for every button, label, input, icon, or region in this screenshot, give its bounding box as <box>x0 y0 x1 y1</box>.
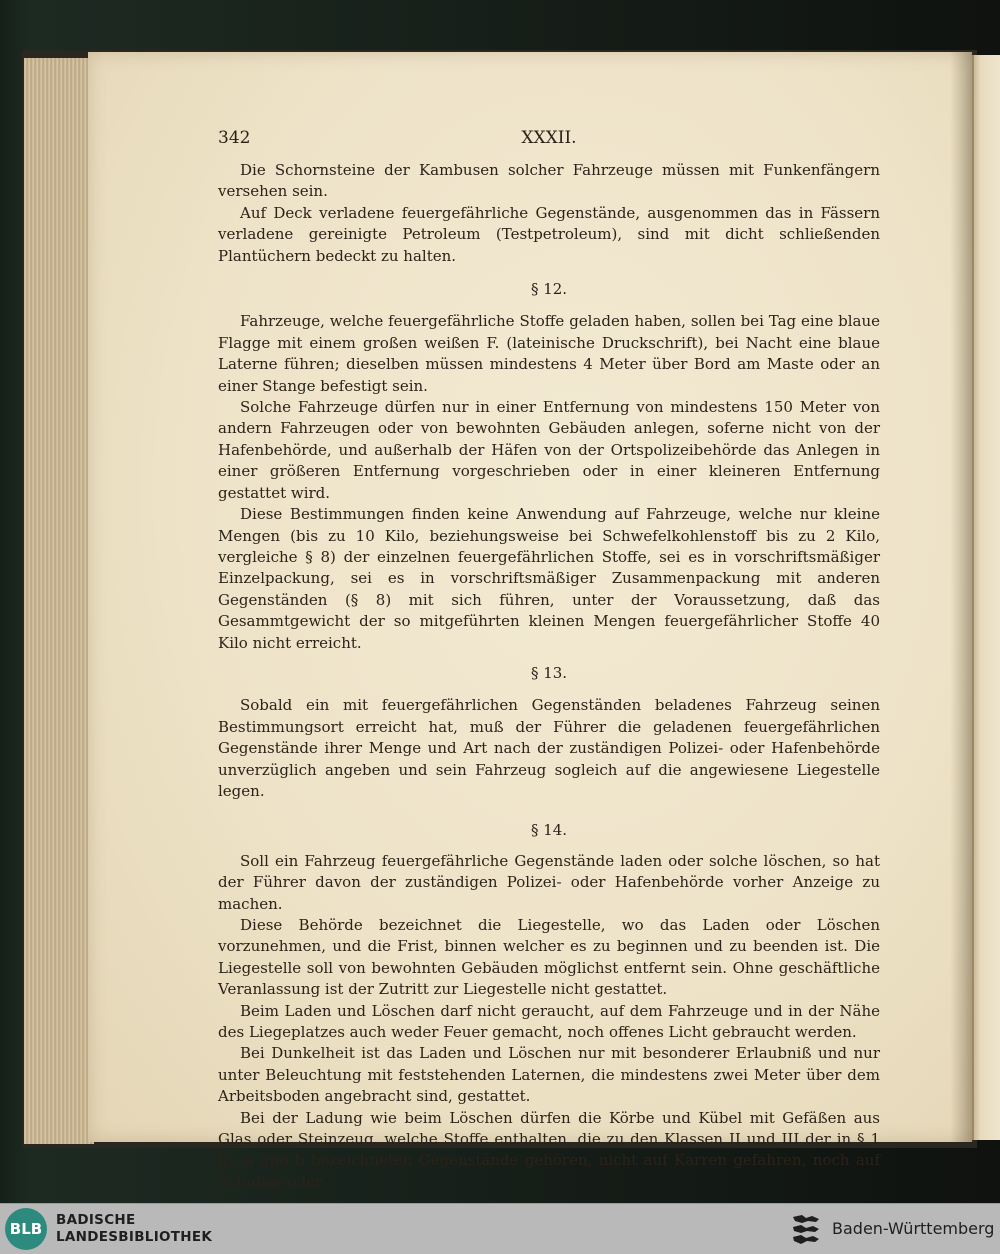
paragraph: Sobald ein mit feuergefährlichen Gegenständen beladenes Fahrzeug seinen Bestimmungsort erreicht hat, muß der Führer die geladenen feuergefährlichen Gegenstände ihrer Menge und Art nach der zuständigen Polizei- oder Hafenbehörde unverzüglich angeben und sein Fahrzeug sogleich auf die angewiesene Liegestelle legen. <box>218 696 880 800</box>
paragraph: Die Schornsteine der Kambusen solcher Fahrzeuge müssen mit Funkenfängern versehen sein. <box>218 161 880 201</box>
section-heading-14: § 14. <box>530 821 568 840</box>
paragraph: Diese Bestimmungen finden keine Anwendung auf Fahrzeuge, welche nur kleine Mengen (bis zu 10 Kilo, beziehungsweise bei Schwefelkohlenstoff bis zu 2 Kilo, vergleiche § 8) der einzelnen feuergefährlichen Stoffe, sei es in vorschriftsmäßiger Einzelpackung, sei es in vorschriftsmäßiger Zusammenpackung mit anderen Gegenständen (§ 8) mit sich führen, unter der Voraussetzung, daß das Gesammtgewicht der so mitgeführten kleinen Mengen feuergefährlicher Stoffe 40 Kilo nicht erreicht. <box>218 505 880 652</box>
paragraph: Diese Behörde bezeichnet die Liegestelle, wo das Laden oder Löschen vorzunehmen, und die Frist, binnen welcher es zu beginnen und zu beenden ist. Die Liegestelle soll von bewohnten Gebäuden möglichst entfernt sein. Ohne geschäftliche Veranlassung ist der Zutritt zur Liegestelle nicht gestattet. <box>218 916 880 999</box>
paragraph: Soll ein Fahrzeug feuergefährliche Gegenstände laden oder solche löschen, so hat der Führer davon der zuständigen Polizei- oder Hafenbehörde vorher Anzeige zu machen. <box>218 851 880 913</box>
footer-bar <box>0 1203 1000 1254</box>
paragraph: Solche Fahrzeuge dürfen nur in einer Entfernung von mindestens 150 Meter von andern Fahrzeugen oder von bewohnten Gebäuden anlegen, soferne nicht von der Hafenbehörde, und außerhalb der Häfen von der Ortspolizeibehörde das Anlegen in einer größeren Entfernung vorgeschrieben oder in einer kleineren Entfernung gestattet wird. <box>218 398 880 502</box>
page-header <box>218 128 880 154</box>
paragraph: Bei Dunkelheit ist das Laden und Löschen nur mit besonderer Erlaubniß und nur unter Beleuchtung mit feststehenden Laternen, die mindestens zwei Meter über dem Arbeitsboden angebracht sind, gestattet. <box>218 1044 880 1106</box>
spine-shadow <box>950 52 974 1142</box>
text-column <box>218 160 880 1193</box>
page-edges <box>24 58 94 1144</box>
paragraph: Auf Deck verladene feuergefährliche Gegenstände, ausgenommen das in Fässern verladene gereinigte Petroleum (Testpetroleum), sind mit dicht schließenden Plantüchern bedeckt zu halten. <box>218 203 880 265</box>
chapter-number: XXXII. <box>521 128 577 148</box>
library-name[interactable] <box>56 1212 212 1246</box>
section-heading-12: § 12. <box>530 280 568 299</box>
facing-page-edge <box>970 55 1000 1140</box>
paragraph: Fahrzeuge, welche feuergefährliche Stoffe geladen haben, sollen bei Tag eine blaue Flagge mit einem großen weißen F. (lateinische Druckschrift), bei Nacht eine blaue Laterne führen; dieselben müssen mindestens 4 Meter über Bord am Maste oder an einer Stange befestigt sein. <box>218 312 880 395</box>
library-name-line2: LANDESBIBLIOTHEK <box>56 1229 213 1245</box>
state-name[interactable]: Baden-Württemberg <box>832 1219 995 1238</box>
blb-logo[interactable]: BLB <box>5 1208 47 1250</box>
state-lions-icon <box>790 1213 822 1247</box>
section-heading-13: § 13. <box>530 663 568 682</box>
paragraph: Bei der Ladung wie beim Löschen dürfen die Körbe und Kübel mit Gefäßen aus Glas oder Steinzeug, welche Stoffe enthalten, die zu den Klassen II und III der in § 1 lit. a und b bezeichneten Gegenstände gehören, nicht auf Karren gefahren, noch auf Schulter oder <box>218 1108 880 1191</box>
page-number: 342 <box>218 128 251 148</box>
paragraph: Beim Laden und Löschen darf nicht geraucht, auf dem Fahrzeuge und in der Nähe des Liegeplatzes auch weder Feuer gemacht, noch offenes Licht gebraucht werden. <box>218 1001 880 1042</box>
library-name-line1: BADISCHE <box>56 1212 136 1228</box>
